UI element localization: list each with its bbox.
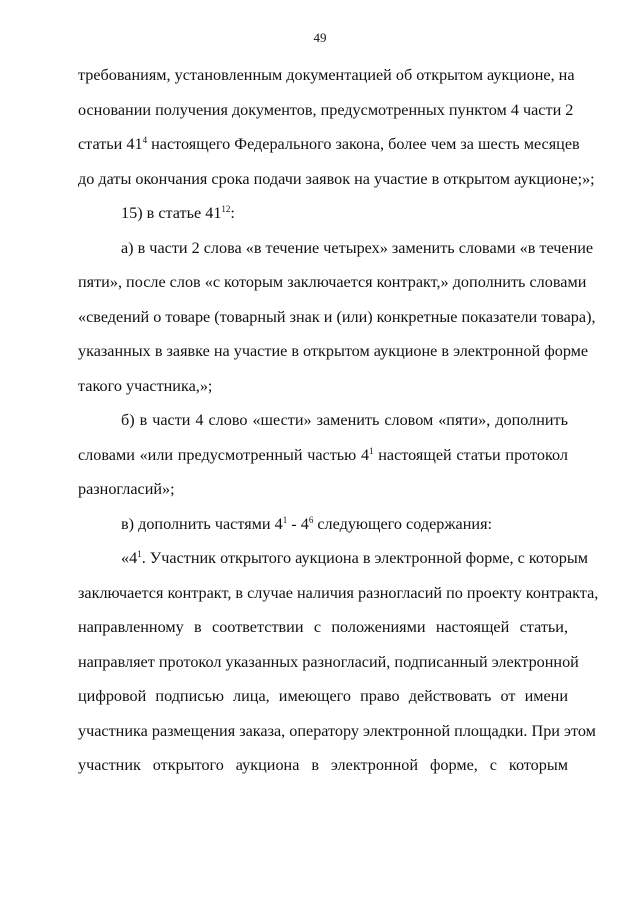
superscript: 1 <box>282 514 288 525</box>
superscript: 4 <box>142 135 148 145</box>
text-fragment: - 4 <box>287 514 309 533</box>
text-fragment: настоящего Федерального закона, более чем за шесть месяцев <box>147 135 580 153</box>
superscript: 1 <box>137 549 142 559</box>
text-line: цифровой подписью лица, имеющего право действовать от имени <box>78 687 568 705</box>
text-fragment: в) дополнить частями 4 <box>121 514 283 533</box>
text-line: указанных в заявке на участие в открытом аукционе в электронной форме <box>78 342 589 360</box>
document-body <box>78 58 599 783</box>
text-line: участник открытого аукциона в электронной форме, с которым <box>78 756 568 774</box>
text-line: направляет протокол указанных разногласий, подписанный электронной <box>78 652 579 671</box>
text-line <box>78 127 580 162</box>
text-line: заключается контракт, в случае наличия разногласий по проекту контракта, <box>78 583 599 602</box>
text-line: направленному в соответствии с положениями настоящей статьи, <box>78 618 568 636</box>
text-line <box>78 541 588 576</box>
page-number: 49 <box>313 30 327 45</box>
text-line: «сведений о товаре (товарный знак и (или) конкретные показатели товара), <box>78 307 596 326</box>
text-fragment: «4 <box>121 549 138 567</box>
text-line: а) в части 2 слова «в течение четырех» заменить словами «в течение <box>121 238 594 257</box>
text-line <box>78 438 568 473</box>
text-line: до даты окончания срока подачи заявок на участие в открытом аукционе;»; <box>78 169 595 188</box>
text-line <box>78 507 568 542</box>
text-fragment: следующего содержания: <box>313 514 493 533</box>
superscript: 12 <box>221 204 231 214</box>
text-fragment: словами «или предусмотренный частью 4 <box>78 445 370 464</box>
superscript: 1 <box>369 445 374 456</box>
text-fragment: настоящей статьи протокол <box>373 445 568 464</box>
text-fragment: : <box>230 204 235 222</box>
text-line: участника размещения заказа, оператору электронной площадки. При этом <box>78 721 596 740</box>
text-fragment: статьи 41 <box>78 135 143 153</box>
text-fragment: . Участник открытого аукциона в электронной форме, с которым <box>141 549 588 567</box>
text-line: такого участника,»; <box>78 376 213 395</box>
text-line: требованиям, установленным документацией об открытом аукционе, на <box>78 66 575 84</box>
superscript: 6 <box>308 514 314 525</box>
text-fragment: 15) в статье 41 <box>121 204 222 222</box>
text-line: пяти», после слов «с которым заключается контракт,» дополнить словами <box>78 273 587 291</box>
text-line: б) в части 4 слово «шести» заменить словом «пяти», дополнить <box>121 411 568 429</box>
text-line: разногласий»; <box>78 480 175 498</box>
text-line <box>78 196 568 231</box>
text-line: основании получения документов, предусмотренных пунктом 4 части 2 <box>78 100 574 119</box>
